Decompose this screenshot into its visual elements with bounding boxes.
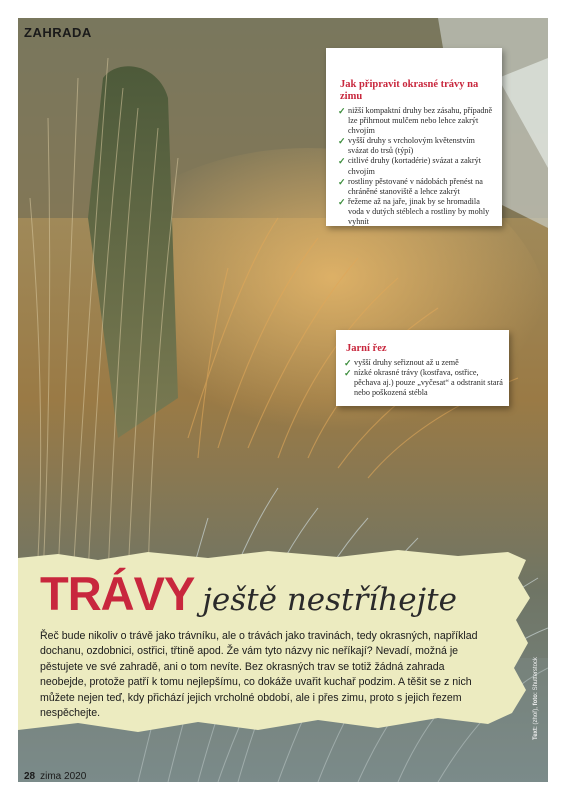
page-number: 28 xyxy=(24,771,36,782)
spring-pruning-list xyxy=(344,358,509,398)
check-icon: ✓ xyxy=(338,176,346,187)
winter-care-sidebar xyxy=(326,48,502,226)
spring-pruning-title: Jarní řez xyxy=(346,343,387,354)
list-item xyxy=(338,106,496,136)
list-item-text: nižší kompaktní druhy bez zásahu, případně lze přihrnout mulčem nebo lehce zakrýt chvojím xyxy=(348,106,493,136)
winter-care-title: Jak připravit okrasné trávy na zimu xyxy=(340,79,479,102)
credit-text-value: (zhoř), xyxy=(533,707,539,725)
check-icon: ✓ xyxy=(338,136,346,147)
check-icon: ✓ xyxy=(344,358,352,368)
headline-main: TRÁVY xyxy=(40,567,195,620)
section-label: ZAHRADA xyxy=(24,25,92,40)
headline-sub: ještě nestříhejte xyxy=(202,582,457,618)
list-item xyxy=(344,368,503,398)
credit-photo-value: Shutterstock xyxy=(533,657,539,691)
check-icon: ✓ xyxy=(344,368,352,379)
list-item xyxy=(338,156,496,176)
list-item xyxy=(338,136,496,156)
credit-text-label: Text: xyxy=(533,726,539,740)
list-item-text: nízké okrasné trávy (kostřava, ostřice, pěchava aj.) pouze „vyčesat“ a odstranit stará nebo poškozená stébla xyxy=(354,368,503,398)
list-item-text: citlivé druhy (kortadérie) svázat a zakrýt chvojím xyxy=(348,156,481,176)
check-icon: ✓ xyxy=(338,156,346,167)
page-folio xyxy=(24,771,86,782)
list-item-text: rostliny pěstované v nádobách přenést na chráněné stanoviště a lehce zakrýt xyxy=(348,176,483,196)
list-item-text: řežeme až na jaře, jinak by se hromadila voda v dutých stéblech a rostliny by mohly vyhnít xyxy=(348,196,490,227)
issue-label: zima 2020 xyxy=(40,771,87,782)
check-icon: ✓ xyxy=(338,106,346,116)
list-item-text: vyšší druhy seřiznout až u země xyxy=(354,358,459,367)
article-headline xyxy=(40,566,457,621)
check-icon: ✓ xyxy=(338,196,346,207)
winter-care-list xyxy=(338,106,502,227)
credit-photo-label: foto: xyxy=(533,692,539,706)
spring-pruning-sidebar xyxy=(336,330,509,406)
list-item xyxy=(344,358,503,368)
photo-credit xyxy=(533,657,539,740)
intro-paragraph: Řeč bude nikoliv o trávě jako trávníku, ale o trávách jako travinách, tedy okrasných, například dochanu, ozdobnici, ostřici, třtině apod. Že vám tyto názvy nic neříkají? Nevadí, možná je pěstujete ve své zahradě, ani o tom nevíte. Bez okrasných trav se totiž žádná zahrada neobejde, protože patří k tomu nejlepšímu, co dokáže uvařit kuchař podzim. A těšit se z nich můžete nejen teď, kdy přichází jejich vrcholné období, ale i přes zimu, proto s jejich řezem nespěchejte. xyxy=(40,630,478,720)
list-item xyxy=(338,197,496,227)
list-item xyxy=(338,177,496,197)
list-item-text: vyšší druhy s vrcholovým květenstvím svázat do trsů (týpí) xyxy=(348,136,475,156)
